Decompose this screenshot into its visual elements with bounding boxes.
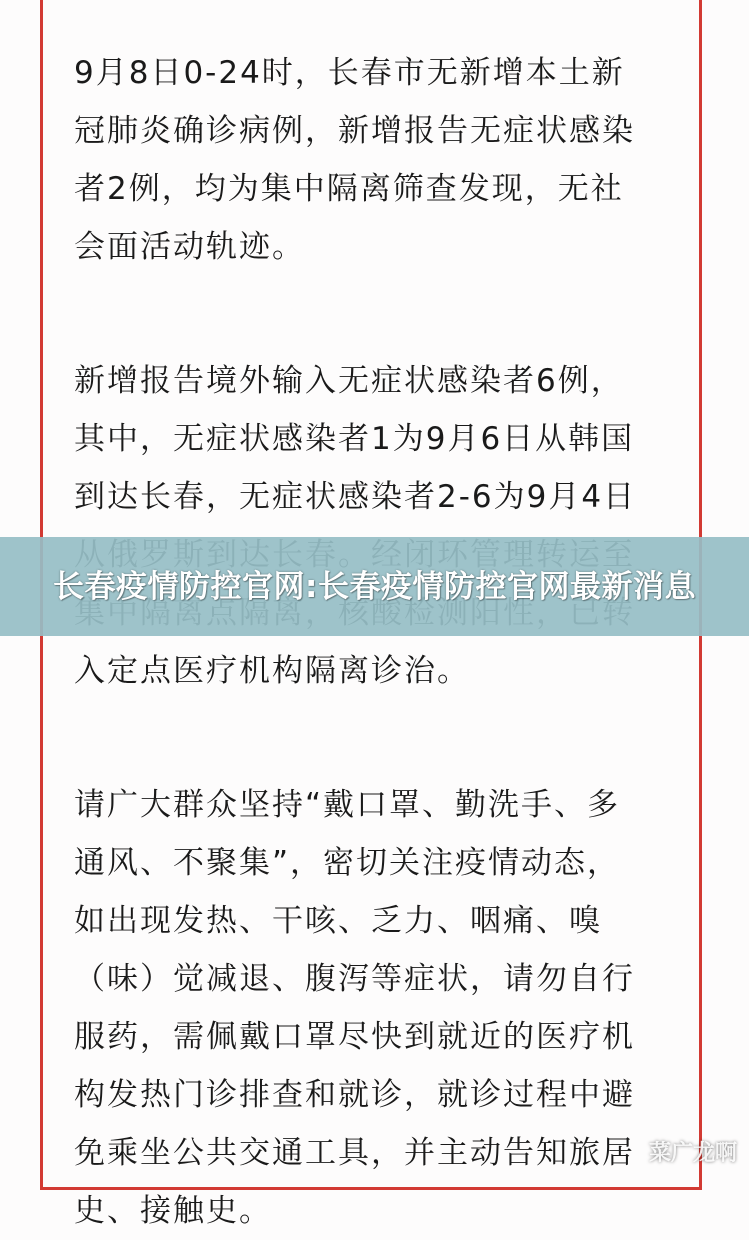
watermark: 菜广龙啊 — [648, 1141, 737, 1166]
paragraph-line: （味）觉减退、腹泻等症状，请勿自行 — [74, 961, 635, 997]
paragraph-line: 9月8日0-24时，长春市无新增本土新 — [74, 55, 625, 91]
paragraph-line: 请广大群众坚持“戴口罩、勤洗手、多 — [74, 787, 621, 823]
article-paragraph — [74, 352, 674, 700]
article-body — [74, 44, 674, 1240]
paragraph-line: 新增报告境外输入无症状感染者6例， — [74, 363, 624, 399]
paragraph-line: 如出现发热、干咳、乏力、咽痛、嗅 — [74, 903, 602, 939]
title-banner — [0, 537, 749, 636]
paragraph-line: 通风、不聚集”，密切关注疫情动态， — [74, 845, 621, 881]
paragraph-line: 免乘坐公共交通工具，并主动告知旅居 — [74, 1135, 635, 1171]
paragraph-line: 史、接触史。 — [74, 1193, 272, 1229]
paragraph-line: 到达长春，无症状感染者2-6为9月4日 — [74, 479, 637, 515]
paragraph-line: 构发热门诊排查和就诊，就诊过程中避 — [74, 1077, 635, 1113]
article-paragraph — [74, 776, 674, 1240]
article-paragraph — [74, 44, 674, 276]
paragraph-line: 其中，无症状感染者1为9月6日从韩国 — [74, 421, 635, 457]
paragraph-line: 会面活动轨迹。 — [74, 229, 305, 265]
paragraph-line: 服药，需佩戴口罩尽快到就近的医疗机 — [74, 1019, 635, 1055]
paragraph-line: 者2例，均为集中隔离筛查发现，无社 — [74, 171, 624, 207]
paragraph-line: 冠肺炎确诊病例，新增报告无症状感染 — [74, 113, 635, 149]
paragraph-line: 入定点医疗机构隔离诊治。 — [74, 653, 470, 689]
banner-title: 长春疫情防控官网:长春疫情防控官网最新消息 — [53, 568, 696, 605]
